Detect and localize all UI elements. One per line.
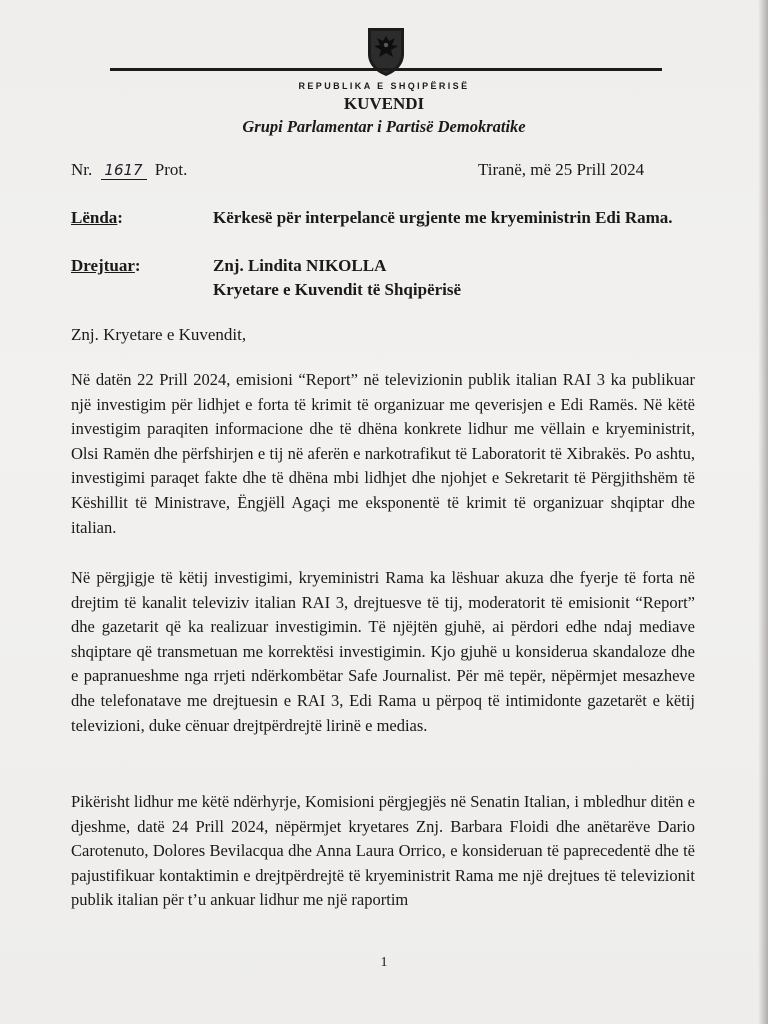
- republic-heading: REPUBLIKA E SHQIPËRISË: [298, 81, 470, 91]
- subject-text: Kërkesë për interpelancë urgjente me kryeministrin Edi Rama.: [213, 208, 673, 227]
- subject-label-row: Lënda:: [71, 208, 123, 227]
- page-number: 1: [380, 955, 388, 970]
- institution-heading: KUVENDI: [343, 94, 425, 113]
- subject-label: Lënda: [71, 208, 118, 227]
- body-paragraph-2: Në përgjigje të këtij investigimi, kryeministri Rama ka lëshuar akuza dhe fyerje të forta në drejtim të kanalit televiziv italian RAI 3, drejtuesve të tij, moderatorit të emisionit “Report” dhe gazetarit që ka realizuar investigimin. Të njëjtën gjuhë, ai përdori edhe ndaj mediave shqiptare që transmetuan me korrektësi investigimin. Kjo gjuhë u konsiderua skandaloze dhe e papranueshme nga rrjeti ndërkombëtar Safe Journalist. Për më tepër, nëpërmjet mesazheve dhe telefonatave me drejtuesin e RAI 3, Edi Rama u përpoq të intimidonte gazetarët e këtij televizioni, duke cënuar drejtpërdrejtë lirinë e medias.: [71, 568, 695, 735]
- group-heading: Grupi Parlamentar i Partisë Demokratike: [242, 117, 526, 136]
- nr-label: Nr.: [71, 160, 93, 179]
- body-paragraph-3: Pikërisht lidhur me këtë ndërhyrje, Komisioni përgjegjës në Senatin Italian, i mbledhur ditën e djeshme, datë 24 Prill 2024, nëpërmjet kryetares Znj. Barbara Floidi dhe anëtarëve Dario Carotenuto, Dolores Bevilacqua dhe Anna Laura Orrico, e konsideruan të paprecedentë dhe të pajustifikuar kontaktimin e drejtpërdrejtë të kryeministrit Rama me një drejtues të televizionit publik italian për t’u ankuar lidhur me një raportim: [71, 792, 695, 910]
- place-date: Tiranë, më 25 Prill 2024: [478, 160, 645, 179]
- body-paragraph-1: Në datën 22 Prill 2024, emisioni “Report” në televizionin publik italian RAI 3 ka publikuar një investigim për lidhjet e forta të krimit të organizuar me qeverisjen e Edi Ramës. Në këtë investigim paraqiten informacione dhe të dhëna konkrete lidhur me vëllain e kryeministrit, Olsi Ramën dhe përfshirjen e tij në aferën e narkotrafikut të Laboratorit të Xibrakës. Po ashtu, investigimi paraqet fakte dhe të dhëna mbi lidhjet dhe njohjet e Sekretarit të Përgjithshëm të Këshillit të Ministrave, Ëngjëll Agaçi me eksponentë të krimit të organizuar shqiptar dhe italian.: [71, 370, 695, 537]
- addressed-label: Drejtuar: [71, 256, 135, 275]
- page-edge-shadow: [758, 0, 768, 1024]
- salutation: Znj. Kryetare e Kuvendit,: [71, 325, 247, 344]
- protocol-line: [71, 160, 187, 180]
- header-rule: [110, 68, 662, 71]
- prot-label: Prot.: [154, 160, 188, 179]
- addressee-title: Kryetare e Kuvendit të Shqipërisë: [213, 280, 462, 299]
- addressed-label-row: Drejtuar:: [71, 256, 141, 275]
- nr-handwritten-value: 1617: [101, 161, 147, 180]
- addressee-name: Znj. Lindita NIKOLLA: [213, 256, 387, 275]
